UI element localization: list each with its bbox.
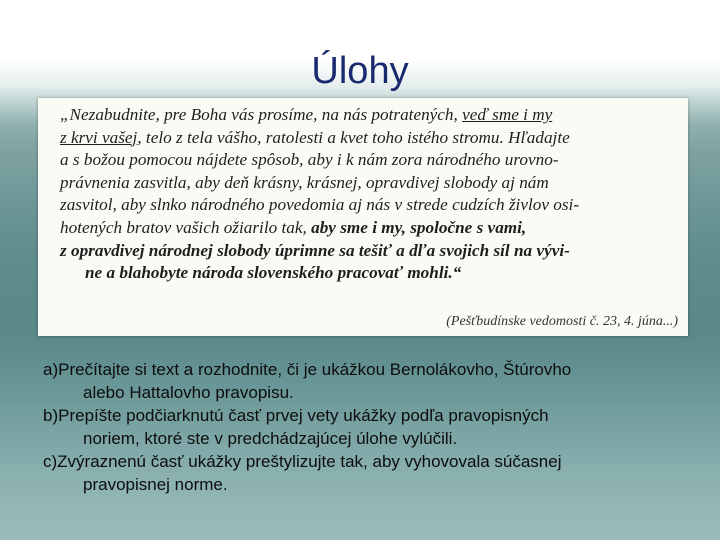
scanned-excerpt <box>60 104 675 285</box>
scanned-text-image <box>38 98 688 336</box>
excerpt-line-7: z opravdivej národnej slobody úprimne sa tešiť a dľa svojich síl na vývi- <box>60 240 570 260</box>
excerpt-text: , telo z tela vášho, ratolesti a kvet toho istého stromu. Hľadajte <box>137 127 570 147</box>
task-a-line-2: alebo Hattalovho pravopisu. <box>83 383 294 402</box>
task-b-line-1: b)Prepíšte podčiarknutú časť prvej vety ukážky podľa pravopisných <box>43 406 549 425</box>
excerpt-line-8: ne a blahobyte národa slovenského pracovať mohli.“ <box>85 263 462 283</box>
excerpt-line-1 <box>60 104 675 127</box>
underlined-text: veď sme i my <box>462 105 553 124</box>
excerpt-line-2 <box>60 127 675 150</box>
task-b-line-2: noriem, ktoré ste v predchádzajúcej úlohe vylúčili. <box>83 429 458 448</box>
excerpt-source: (Pešťbudínske vedomosti č. 23, 4. júna...) <box>446 314 678 329</box>
slide-title: Úlohy <box>311 50 409 92</box>
excerpt-line-6 <box>60 217 675 240</box>
excerpt-line-5: zasvitol, aby slnko národného povedomia aj nás v strede cudzích živlov osi- <box>60 195 580 215</box>
excerpt-text: hotených bratov vašich ožiarilo tak, <box>60 217 312 237</box>
excerpt-text: „Nezabudnite, pre Boha vás prosíme, na nás potratených, <box>60 105 463 124</box>
task-c-line-2: pravopisnej norme. <box>83 475 228 494</box>
task-list <box>43 358 693 496</box>
excerpt-line-4: právnenia zasvitla, aby deň krásny, krásnej, opravdivej slobody aj nám <box>60 172 549 192</box>
task-c-line-1: c)Zvýraznenú časť ukážky preštylizujte tak, aby vyhovovala súčasnej <box>43 452 562 471</box>
underlined-text: z krvi vašej <box>60 127 138 147</box>
excerpt-line-3: a s božou pomocou nájdete spôsob, aby i k nám zora národného urovno- <box>60 150 559 170</box>
task-a-line-1: a)Prečítajte si text a rozhodnite, či je ukážkou Bernolákovho, Štúrovho <box>43 360 572 379</box>
bold-text: aby sme i my, spoločne s vami, <box>311 217 527 237</box>
